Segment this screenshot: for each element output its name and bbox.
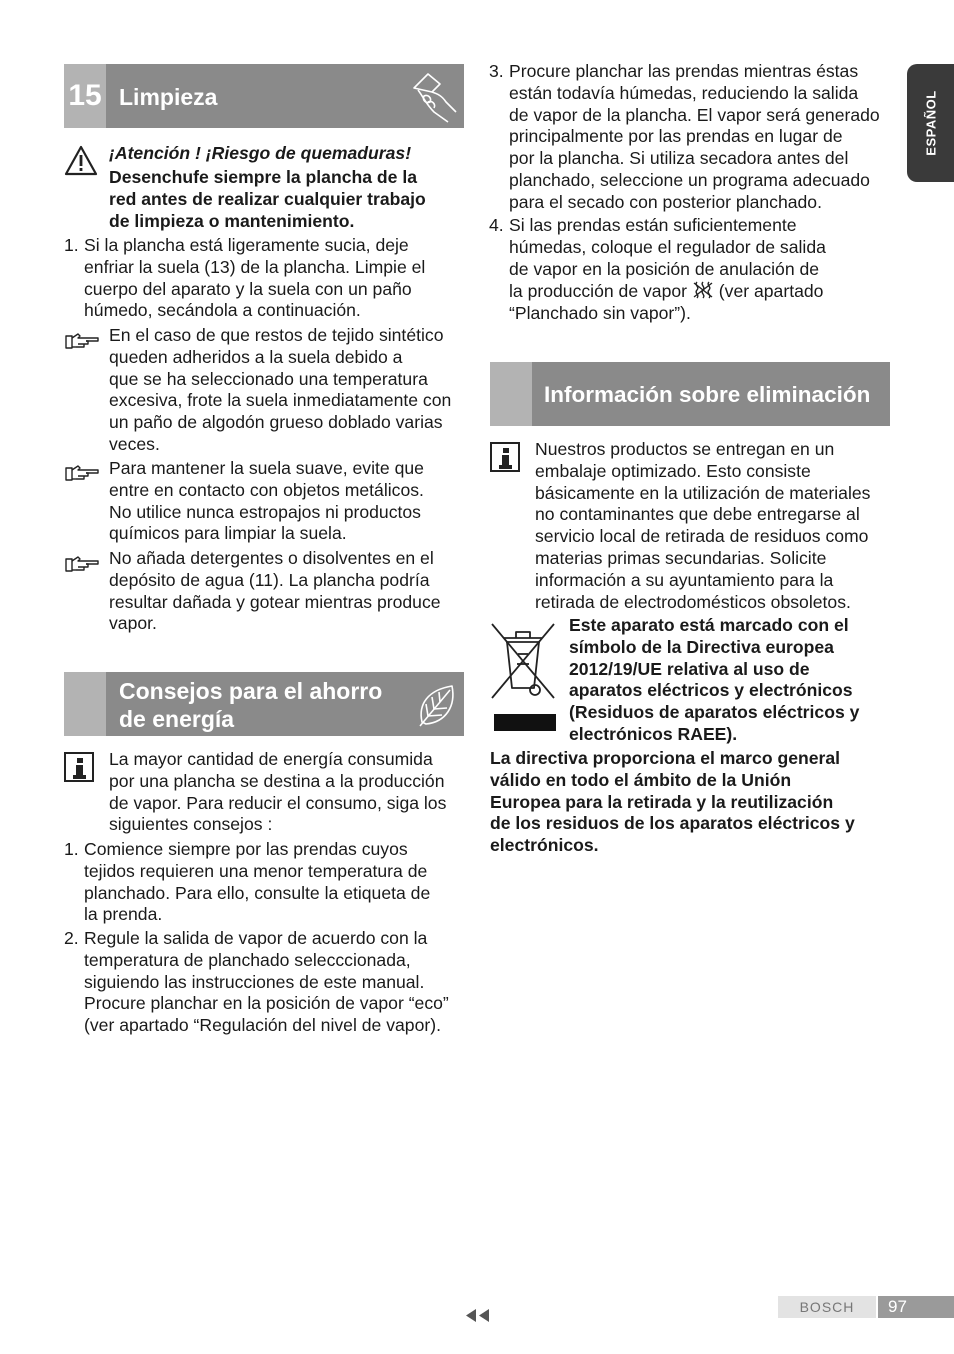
section-number: 15 xyxy=(64,64,106,128)
info-icon xyxy=(490,442,520,472)
back-arrows-icon[interactable] xyxy=(463,1308,491,1323)
warning-triangle-icon xyxy=(64,145,98,176)
tip-text: En el caso de que restos de tejido sintético queden adheridos a la suela debido a que se ha seleccionado una temperatura excesiva, frote la suela inmediatamente con un paño de algodón grueso doblado varias veces. xyxy=(109,325,452,454)
crossed-out-bin-icon xyxy=(488,620,558,734)
pointing-hand-icon xyxy=(64,330,100,350)
section-title: Limpieza xyxy=(119,84,218,110)
hand-cleaning-icon xyxy=(404,68,462,124)
list-number: 4. xyxy=(489,215,504,235)
section-number-blank xyxy=(64,672,106,736)
section-title: Consejos para el ahorro de energía xyxy=(119,678,383,732)
section-header-eliminacion xyxy=(490,362,890,426)
language-tab xyxy=(907,64,954,182)
directive-text: La directiva proporciona el marco general válido en todo el ámbito de la Unión Europea para la retirada y la reutilización de los residuos de los aparatos eléctricos y electrónicos. xyxy=(490,748,855,856)
leaf-icon xyxy=(416,682,458,728)
brand-label: BOSCH xyxy=(778,1296,876,1318)
section-header-limpieza xyxy=(64,64,464,128)
section-title: Información sobre eliminación xyxy=(544,382,871,407)
language-label: ESPAÑOL xyxy=(923,90,938,156)
no-steam-icon xyxy=(692,280,714,300)
section-number-blank xyxy=(490,362,532,426)
warning-text: Desenchufe siempre la plancha de la red antes de realizar cualquier trabajo de limpieza o mantenimiento. xyxy=(109,167,426,231)
warning-title: ¡Atención ! ¡Riesgo de quemaduras! xyxy=(109,143,412,163)
info-text: Nuestros productos se entregan en un embalaje optimizado. Esto consiste básicamente en la utilización de materiales no contaminantes que debe entregarse al servicio local de retirada de residuos como materias primas secundarias. Solicite información a su ayuntamiento para la retirada de electrodomésticos obsoletos. xyxy=(535,439,871,612)
pointing-hand-icon xyxy=(64,553,100,573)
section-header-ahorro xyxy=(64,672,464,736)
pointing-hand-icon xyxy=(64,462,100,482)
info-icon xyxy=(64,752,94,782)
list-number: 1. xyxy=(64,235,79,255)
list-number: 3. xyxy=(489,61,504,81)
list-number: 1. xyxy=(64,839,79,859)
list-number: 2. xyxy=(64,928,79,948)
tip-text: Para mantener la suela suave, evite que entre en contacto con objetos metálicos. No utilice nunca estropajos ni productos químicos para limpiar la suela. xyxy=(109,458,424,544)
info-text: La mayor cantidad de energía consumida por una plancha se destina a la producción de vapor. Para reducir el consumo, siga los siguientes consejos : xyxy=(109,749,447,835)
weee-text: Este aparato está marcado con el símbolo de la Directiva europea 2012/19/UE relativa al uso de aparatos eléctricos y electrónicos (Residuos de aparatos eléctricos y electrónicos RAEE). xyxy=(569,615,860,744)
page-number: 97 xyxy=(878,1296,954,1318)
tip-text: No añada detergentes o disolventes en el depósito de agua (11). La plancha podría resultar dañada y gotear mientras produce vapor. xyxy=(109,548,441,634)
